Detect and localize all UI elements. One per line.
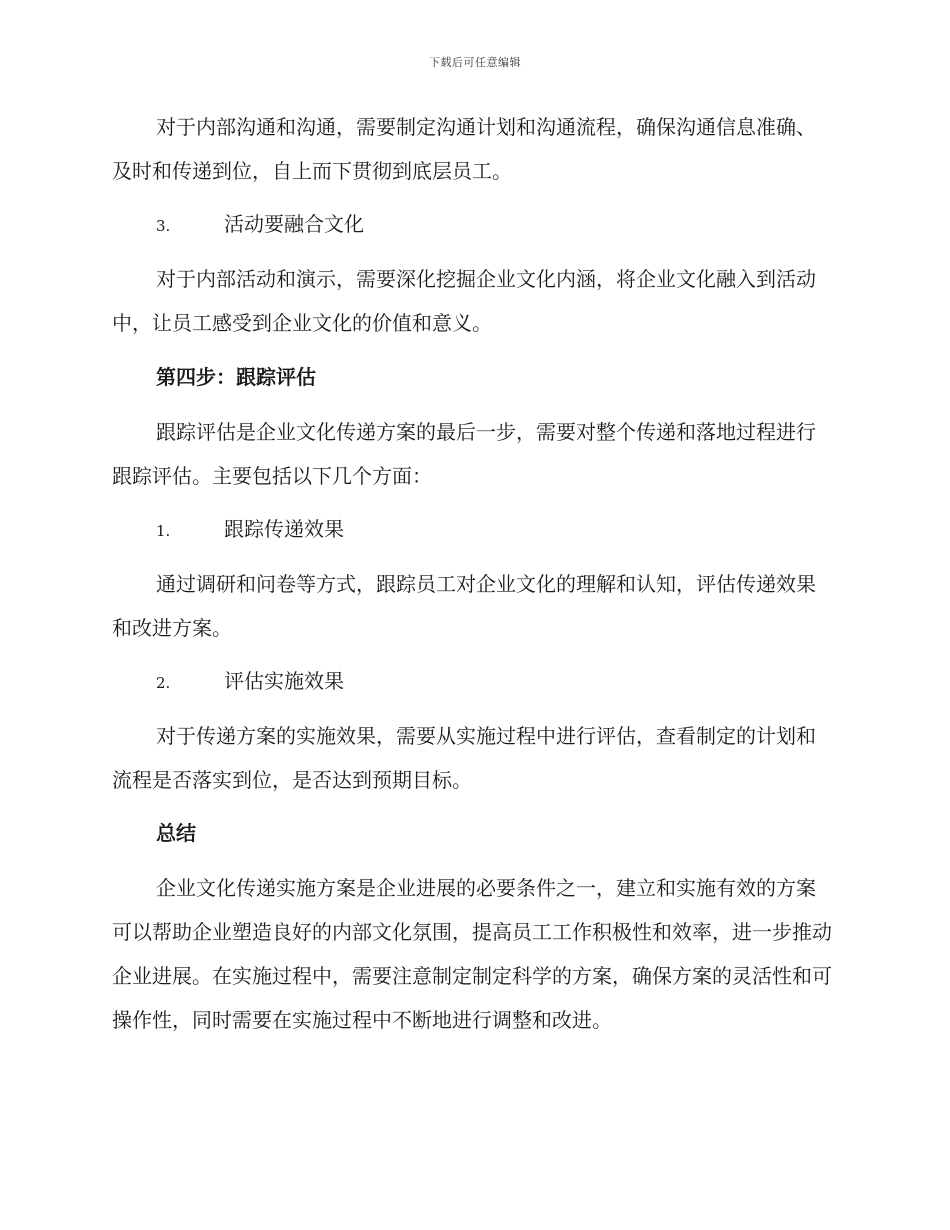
paragraph-summary: 企业文化传递实施方案是企业进展的必要条件之一，建立和实施有效的方案可以帮助企业塑造良好的内部文化氛围，提高员工工作积极性和效率，进一步推动企业进展。在实施过程中，需要注意制定制定科学的方案，确保方案的灵活性和可操作性，同时需要在实施过程中不断地进行调整和改进。 (112, 876, 832, 1032)
header-note: 下载后可任意编辑 (429, 56, 521, 69)
paragraph-survey-tracking: 通过调研和问卷等方式，跟踪员工对企业文化的理解和认知，评估传递效果和改进方案。 (112, 572, 816, 640)
list-item-2 (156, 659, 344, 705)
list-item-3 (156, 202, 364, 248)
list-item-label: 活动要融合文化 (224, 212, 364, 236)
paragraph-internal-communication: 对于内部沟通和沟通，需要制定沟通计划和沟通流程，确保沟通信息准确、及时和传递到位，自上而下贯彻到底层员工。 (112, 115, 816, 183)
list-item-1 (156, 507, 344, 553)
list-item-label: 跟踪传递效果 (224, 517, 344, 541)
section-heading-summary: 总结 (156, 821, 196, 845)
list-number: 2. (156, 674, 171, 692)
paragraph-tracking-evaluation: 跟踪评估是企业文化传递方案的最后一步，需要对整个传递和落地过程进行跟踪评估。主要包括以下几个方面： (112, 420, 816, 488)
paragraph-internal-activities: 对于内部活动和演示，需要深化挖掘企业文化内涵，将企业文化融入到活动中，让员工感受到企业文化的价值和意义。 (112, 267, 816, 335)
list-number: 3. (156, 217, 171, 235)
list-number: 1. (156, 522, 171, 540)
paragraph-implementation-evaluation: 对于传递方案的实施效果，需要从实施过程中进行评估，查看制定的计划和流程是否落实到位，是否达到预期目标。 (112, 724, 816, 792)
section-heading-step4: 第四步：跟踪评估 (156, 365, 316, 389)
list-item-label: 评估实施效果 (224, 669, 344, 693)
